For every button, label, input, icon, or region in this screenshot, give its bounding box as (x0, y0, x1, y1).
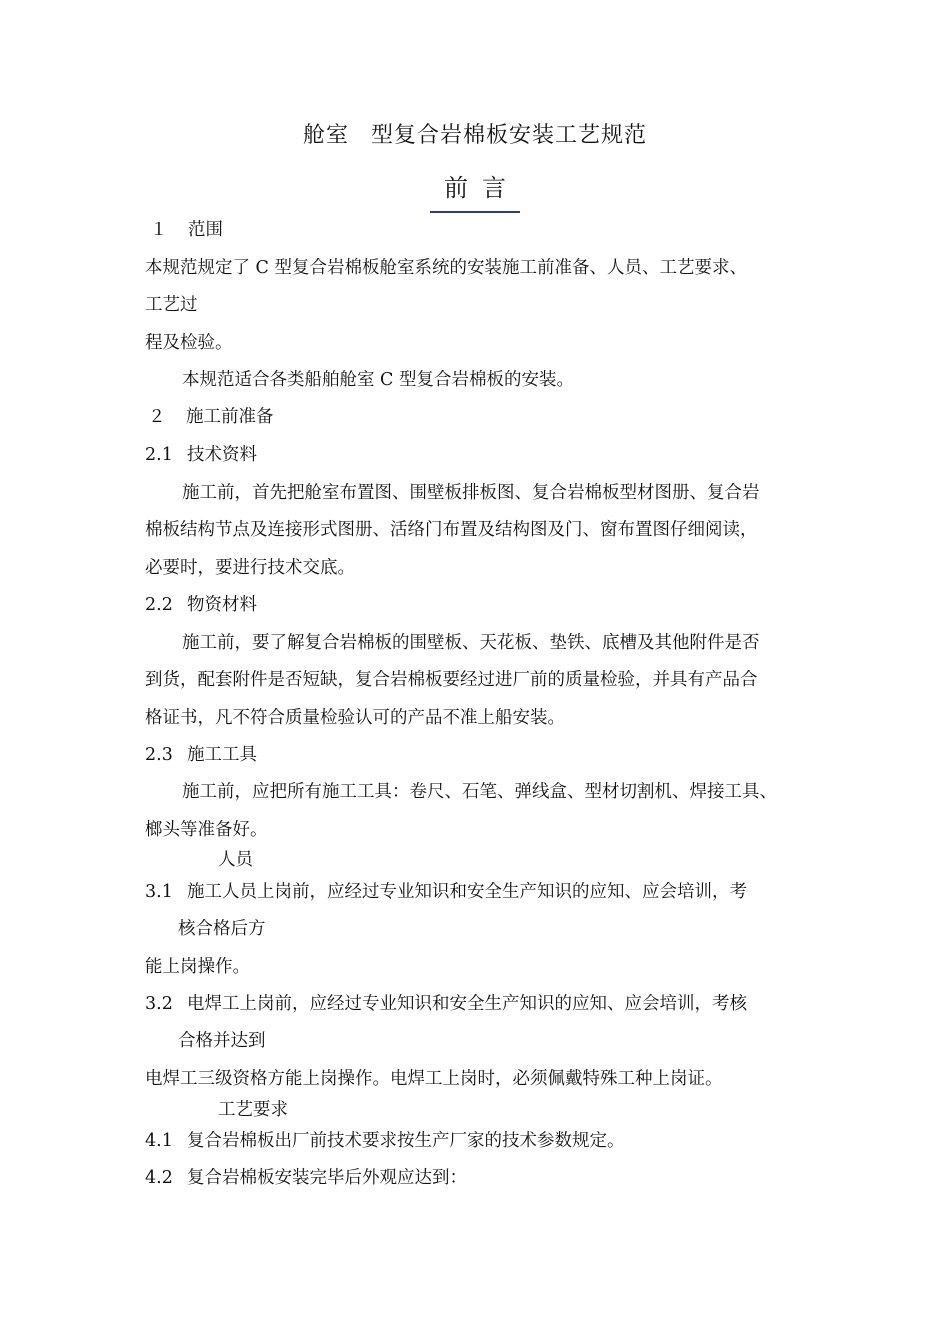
paragraph-line: 程及检验。 (145, 333, 233, 353)
paragraph-line: 工艺过 (145, 295, 198, 315)
paragraph-line: 合格并达到 (178, 1031, 266, 1051)
subsection-title: 技术资料 (187, 445, 257, 465)
section-2-heading (148, 409, 274, 427)
subsection-title: 物资材料 (187, 595, 257, 615)
paragraph-line: 施工人员上岗前，应经过专业知识和安全生产知识的应知、应会培训，考 (187, 882, 747, 902)
subsection-number: 2.1 (145, 445, 173, 465)
paragraph-line: 到货，配套附件是否短缺，复合岩棉板要经过进厂前的质量检验，并具有产品合 (145, 670, 758, 690)
subsection-number: 3.2 (145, 994, 173, 1014)
subsection-4-2 (145, 1170, 467, 1188)
paragraph-line: 榔头等准备好。 (145, 820, 268, 840)
section-3-title: 人员 (218, 850, 253, 870)
paragraph-line: 棉板结构节点及连接形式图册、活络门布置及结构图及门、窗布置图仔细阅读， (145, 520, 758, 540)
subsection-3-1 (145, 884, 747, 902)
section-4-title: 工艺要求 (218, 1100, 288, 1120)
subsection-2-3-heading (145, 747, 257, 765)
paragraph-line: 复合岩棉板安装完毕后外观应达到： (187, 1168, 467, 1188)
paragraph-line: 本规范规定了 C 型复合岩棉板舱室系统的安装施工前准备、人员、工艺要求、 (145, 258, 748, 278)
subsection-number: 4.2 (145, 1168, 173, 1188)
subsection-2-1-heading (145, 447, 257, 465)
section-title: 范围 (188, 220, 223, 240)
paragraph-line: 电焊工三级资格方能上岗操作。电焊工上岗时，必须佩戴特殊工种上岗证。 (145, 1069, 723, 1089)
subsection-4-1 (145, 1133, 625, 1151)
section-title: 施工前准备 (186, 407, 274, 427)
paragraph-line: 施工前，要了解复合岩棉板的围壁板、天花板、垫铁、底槽及其他附件是否 (182, 633, 760, 653)
document-subtitle: 前言 (430, 168, 520, 213)
section-number: １ (150, 220, 168, 240)
subsection-2-2-heading (145, 597, 257, 615)
title-part-1: 舱室 (302, 123, 349, 148)
paragraph-line: 施工前，应把所有施工工具：卷尺、石笔、弹线盒、型材切割机、焊接工具、 (182, 782, 777, 802)
document-title (0, 118, 950, 149)
subsection-number: 3.1 (145, 882, 173, 902)
paragraph-line: 核合格后方 (178, 919, 266, 939)
paragraph-line: 能上岗操作。 (145, 957, 250, 977)
paragraph-line: 格证书，凡不符合质量检验认可的产品不准上船安装。 (145, 708, 565, 728)
paragraph-line: 施工前，首先把舱室布置图、围壁板排板图、复合岩棉板型材图册、复合岩 (182, 483, 760, 503)
section-1-heading (150, 222, 223, 240)
subsection-number: 4.1 (145, 1131, 173, 1151)
subsection-3-2 (145, 996, 747, 1014)
section-number: ２ (148, 407, 166, 427)
paragraph-line: 必要时，要进行技术交底。 (145, 558, 355, 578)
subsection-number: 2.2 (145, 595, 173, 615)
paragraph-line: 本规范适合各类船舶舱室 C 型复合岩棉板的安装。 (182, 370, 575, 390)
paragraph-line: 复合岩棉板出厂前技术要求按生产厂家的技术参数规定。 (187, 1131, 625, 1151)
subsection-number: 2.3 (145, 745, 173, 765)
paragraph-line: 电焊工上岗前，应经过专业知识和安全生产知识的应知、应会培训，考核 (187, 994, 747, 1014)
title-part-2: 型复合岩棉板安装工艺规范 (371, 123, 648, 148)
subsection-title: 施工工具 (187, 745, 257, 765)
